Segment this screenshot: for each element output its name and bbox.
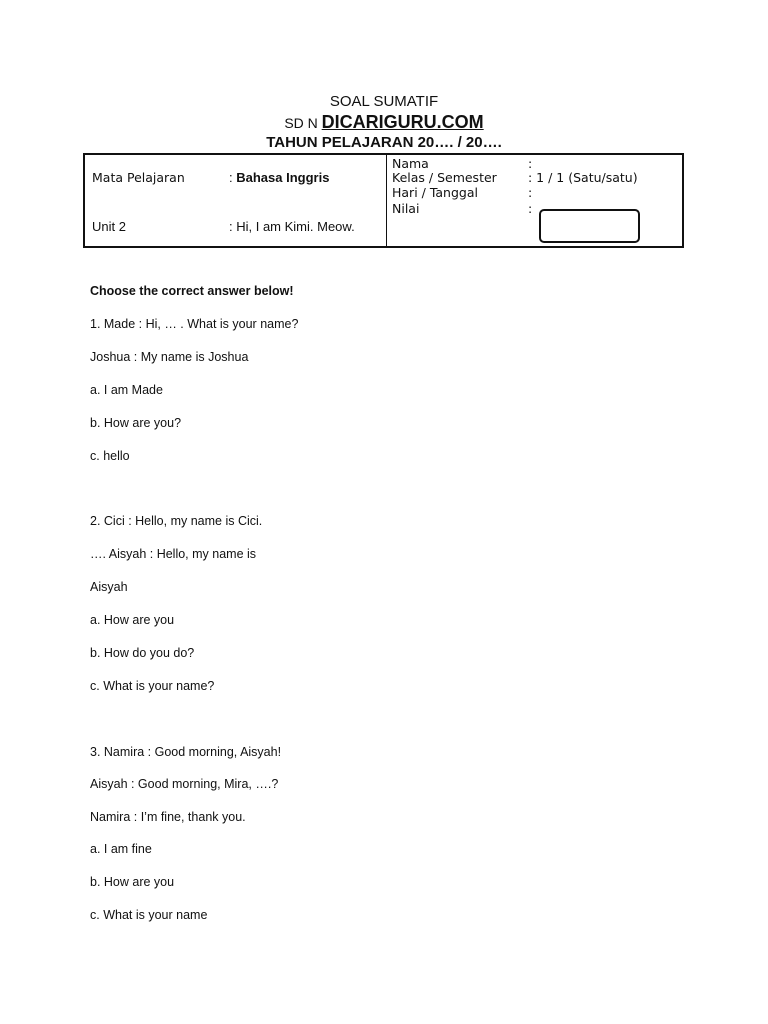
question-3-line-3: Namira : I’m fine, thank you. — [90, 810, 246, 824]
instructions: Choose the correct answer below! — [90, 284, 294, 298]
question-1-line-2: Joshua : My name is Joshua — [90, 350, 249, 364]
unit-value: : Hi, I am Kimi. Meow. — [229, 219, 355, 234]
unit-label: Unit 2 — [92, 219, 126, 234]
subject-name: Bahasa Inggris — [236, 170, 330, 185]
school-prefix: SD N — [284, 115, 318, 131]
question-2-line-3: Aisyah — [90, 580, 128, 594]
hari-label: Hari / Tanggal — [392, 185, 478, 200]
score-box — [539, 209, 640, 243]
question-2-line-2: …. Aisyah : Hello, my name is — [90, 547, 257, 561]
question-2-line-1: 2. Cici : Hello, my name is Cici. — [90, 514, 263, 528]
question-3-option-a: a. I am fine — [90, 842, 152, 856]
school-line — [0, 112, 768, 133]
question-3-option-c: c. What is your name — [90, 908, 208, 922]
academic-year: TAHUN PELAJARAN 20…. / 20…. — [266, 134, 502, 151]
info-table — [83, 153, 684, 248]
nama-value: : — [528, 156, 533, 171]
nama-label: Nama — [392, 156, 429, 171]
nilai-value: : — [528, 201, 533, 216]
question-3-line-2: Aisyah : Good morning, Mira, ….? — [90, 777, 279, 791]
question-1-option-b: b. How are you? — [90, 416, 182, 430]
question-1-option-a: a. I am Made — [90, 383, 163, 397]
document-title: SOAL SUMATIF — [329, 93, 439, 110]
question-1-option-c: c. hello — [90, 449, 130, 463]
school-name: DICARIGURU.COM — [321, 112, 484, 132]
question-2-option-c: c. What is your name? — [90, 679, 215, 693]
nilai-label: Nilai — [392, 201, 420, 216]
question-2-option-a: a. How are you — [90, 613, 175, 627]
question-1-line-1: 1. Made : Hi, … . What is your name? — [90, 317, 299, 331]
hari-value: : — [528, 185, 533, 200]
subject-label: Mata Pelajaran — [92, 170, 185, 185]
question-3-line-1: 3. Namira : Good morning, Aisyah! — [90, 745, 282, 759]
kelas-value: : 1 / 1 (Satu/satu) — [528, 170, 638, 185]
table-divider — [386, 155, 387, 246]
subject-value — [229, 170, 329, 185]
kelas-label: Kelas / Semester — [392, 170, 497, 185]
subject-colon: : — [229, 170, 233, 185]
question-3-option-b: b. How are you — [90, 875, 175, 889]
question-2-option-b: b. How do you do? — [90, 646, 195, 660]
